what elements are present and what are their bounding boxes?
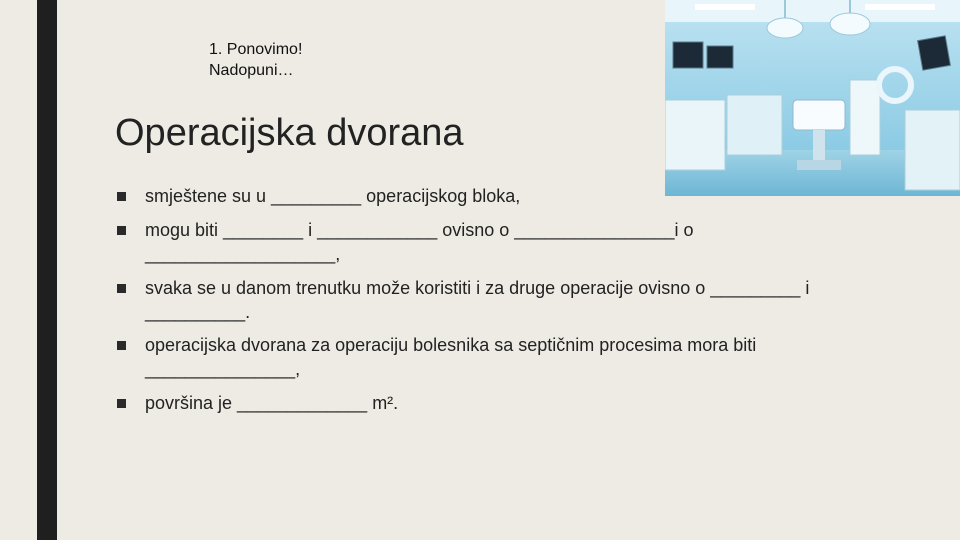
slide-subtitle	[209, 39, 302, 81]
list-item	[115, 276, 845, 324]
bullet-text: površina je _____________ m².	[145, 393, 399, 413]
subtitle-line-1: 1. Ponovimo!	[209, 41, 303, 58]
bullet-text: operacijska dvorana za operaciju bolesnika sa septičnim procesima mora biti _______________,	[145, 335, 757, 379]
bullet-square-icon	[117, 192, 126, 201]
bullet-square-icon	[117, 226, 126, 235]
bullet-text: mogu biti ________ i ____________ ovisno o ________________i o ___________________,	[145, 220, 694, 264]
bullet-square-icon	[117, 341, 126, 350]
bullet-text: svaka se u danom trenutku može koristiti i za druge operacije ovisno o _________ i __________.	[145, 278, 810, 322]
bullet-square-icon	[117, 284, 126, 293]
subtitle-line-2: Nadopuni…	[209, 62, 294, 79]
list-item	[115, 333, 845, 381]
bullet-text: smještene su u _________ operacijskog bloka,	[145, 186, 521, 206]
slide-title: Operacijska dvorana	[115, 112, 464, 154]
bullet-square-icon	[117, 399, 126, 408]
side-accent-bar	[37, 0, 57, 540]
list-item	[115, 184, 845, 208]
operating-room-photo	[665, 0, 960, 196]
list-item	[115, 391, 845, 415]
list-item	[115, 218, 845, 266]
